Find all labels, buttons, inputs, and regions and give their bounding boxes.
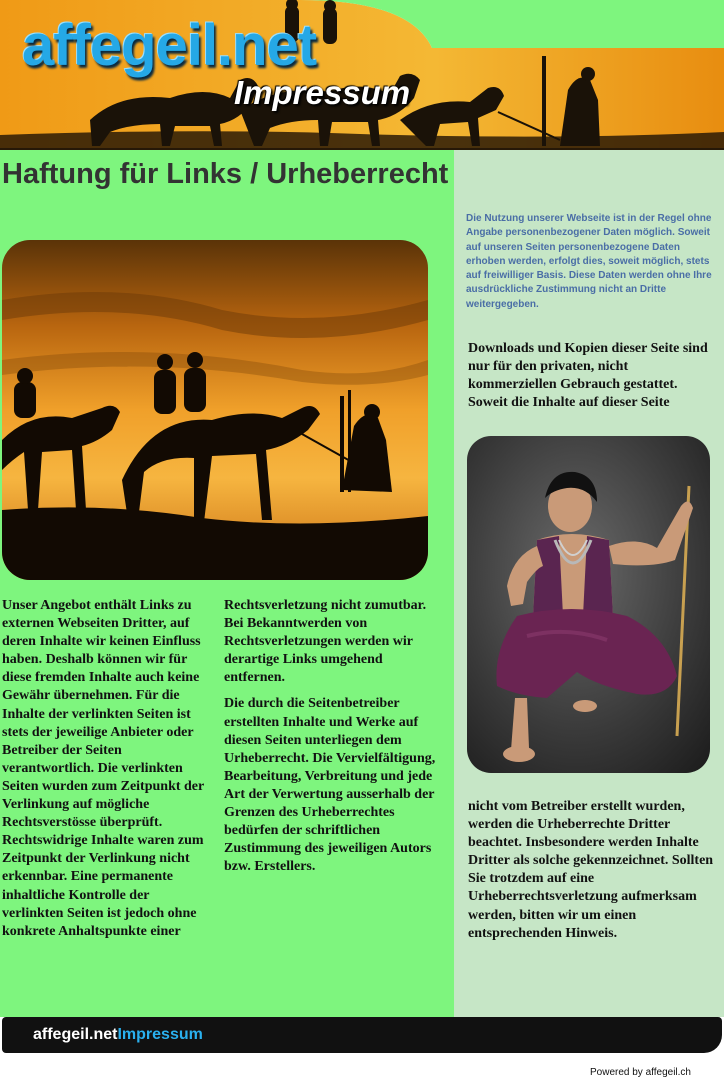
- downloads-notice: Downloads und Kopien dieser Seite sind nur für den privaten, nicht kommerziellen Gebrauch gestattet. Soweit die Inhalte auf dieser Seite: [468, 341, 708, 411]
- page-title: Haftung für Links / Urheberrecht: [2, 158, 449, 190]
- site-logo[interactable]: affegeil.net: [22, 13, 317, 78]
- copyright-column: [224, 597, 436, 884]
- footer-brand-accent: Impressum: [117, 1026, 203, 1043]
- privacy-notice: Die Nutzung unserer Webseite ist in der Regel ohne Angabe personenbezogener Daten möglich. Soweit auf unseren Seiten personenbezogene Daten erhoben werden, erfolgt dies, soweit möglich, stets auf freiwilliger Basis. Diese Daten werden ohne Ihre ausdrückliche Zustimmung nicht an Dritte weitergegeben.: [466, 213, 712, 310]
- footer-brand-name: affegeil.net: [33, 1026, 118, 1043]
- links-liability-text: Unser Angebot enthält Links zu externen Webseiten Dritter, auf deren Inhalte wir keinen Einfluss haben. Deshalb können wir für diese fremden Inhalte auch keine Gewähr übernehmen. Für die Inhalte der verlinkten Seiten ist stets der jeweilige Anbieter oder Betreiber der Seiten verantwortlich. Die verlinkten Seiten wurden zum Zeitpunkt der Verlinkung auf mögliche Rechtsverstösse überprüft. Rechtswidrige Inhalte waren zum Zeitpunkt der Verlinkung nicht erkennbar. Eine permanente inhaltliche Kontrolle der verlinkten Seiten ist jedoch ohne konkrete Anhaltspunkte einer: [2, 598, 204, 939]
- camel-sunset-photo: [2, 240, 428, 580]
- copyright-text: Die durch die Seitenbetreiber erstellten Inhalte und Werke auf diesen Seiten unterliegen dem Urheberrecht. Die Vervielfältigung, Bearbeitung, Verbreitung und jede Art der Verwertung ausserhalb der Grenzen des Urheberrechtes bedürfen der schriftlichen Zustimmung des jeweiligen Autors bzw. Erstellers.: [224, 696, 436, 875]
- footer-brand[interactable]: [33, 1026, 203, 1044]
- page-subtitle: Impressum: [234, 74, 411, 111]
- third-party-copyright-text: nicht vom Betreiber erstellt wurden, werden die Urheberrechte Dritter beachtet. Insbesondere werden Inhalte Dritter als solche gekennzeichnet. Sollten Sie trotzdem auf eine Urheberrechtsverletzung aufmerksam werden, bitten wir um einen entsprechenden Hinweis.: [468, 799, 714, 941]
- dancer-photo: [467, 436, 710, 773]
- links-liability-continued: Rechtsverletzung nicht zumutbar. Bei Bekanntwerden von Rechtsverletzungen werden wir derartige Links umgehend entfernen.: [224, 598, 427, 686]
- powered-by-link[interactable]: Powered by affegeil.ch: [590, 1067, 691, 1078]
